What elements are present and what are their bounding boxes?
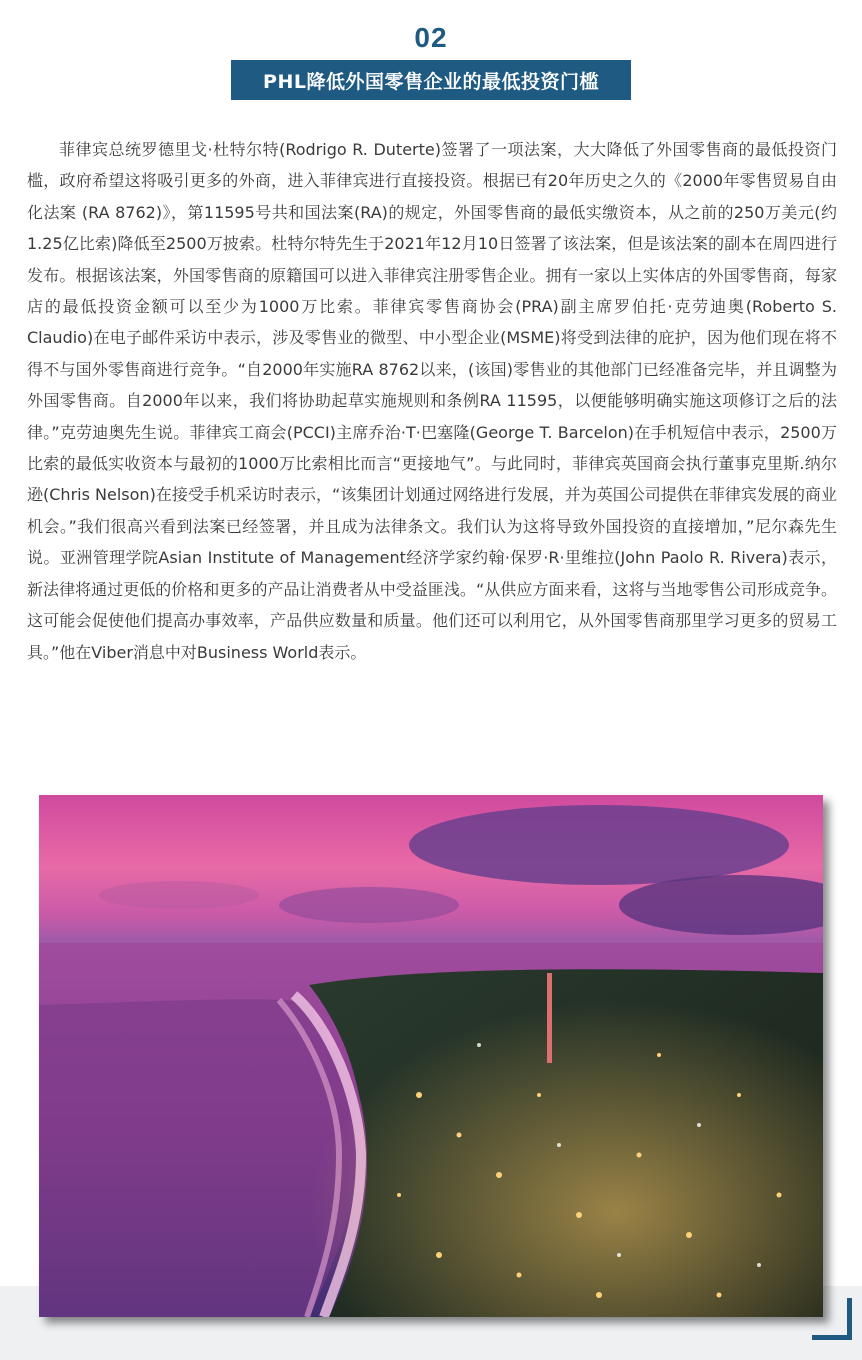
article-paragraph: 菲律宾总统罗德里戈·杜特尔特(Rodrigo R. Duterte)签署了一项法案，大大降低了外国零售商的最低投资门槛，政府希望这将吸引更多的外商，进入菲律宾进行直接投资。根据已有20年历史之久的《2000年零售贸易自由化法案 (RA 8762)》，第11595号共和国法案(RA)的规定，外国零售商的最低实缴资本，从之前的250万美元(约1.25亿比索)降低至2500万披索。杜特尔特先生于2021年12月10日签署了该法案，但是该法案的副本在周四进行发布。根据该法案，外国零售商的原籍国可以进入菲律宾注册零售企业。拥有一家以上实体店的外国零售商，每家店的最低投资金额可以至少为1000万比索。菲律宾零售商协会(PRA)副主席罗伯托·克劳迪奥(Roberto S. Claudio)在电子邮件采访中表示，涉及零售业的微型、中小型企业(MSME)将受到法律的庇护，因为他们现在将不得不与国外零售商进行竞争。“自2000年实施RA 8762以来，(该国)零售业的其他部门已经准备完毕，并且调整为外国零售商。自2000年以来，我们将协助起草实施规则和条例RA 11595，以便能够明确实施这项修订之后的法律。”克劳迪奥先生说。菲律宾工商会(PCCI)主席乔治·T·巴塞隆(George T. Barcelon)在手机短信中表示，2500万比索的最低实收资本与最初的1000万比索相比而言“更接地气”。与此同时，菲律宾英国商会执行董事克里斯.纳尔逊(Chris Nelson)在接受手机采访时表示，“该集团计划通过网络进行发展，并为英国公司提供在菲律宾发展的商业机会。”我们很高兴看到法案已经签署，并且成为法律条文。我们认为这将导致外国投资的直接增加，”尼尔森先生说。亚洲管理学院Asian Institute of Management经济学家约翰·保罗·R·里维拉(John Paolo R. Rivera)表示，新法律将通过更低的价格和更多的产品让消费者从中受益匪浅。“从供应方面来看，这将与当地零售公司形成竞争。这可能会促使他们提高办事效率，产品供应数量和质量。他们还可以利用它，从外国零售商那里学习更多的贸易工具。”他在Viber消息中对Business World表示。	[27, 140, 837, 662]
section-number: 02	[414, 22, 448, 53]
section-title: PHL降低外国零售企业的最低投资门槛	[231, 60, 631, 100]
aerial-island-photo	[39, 795, 823, 1317]
